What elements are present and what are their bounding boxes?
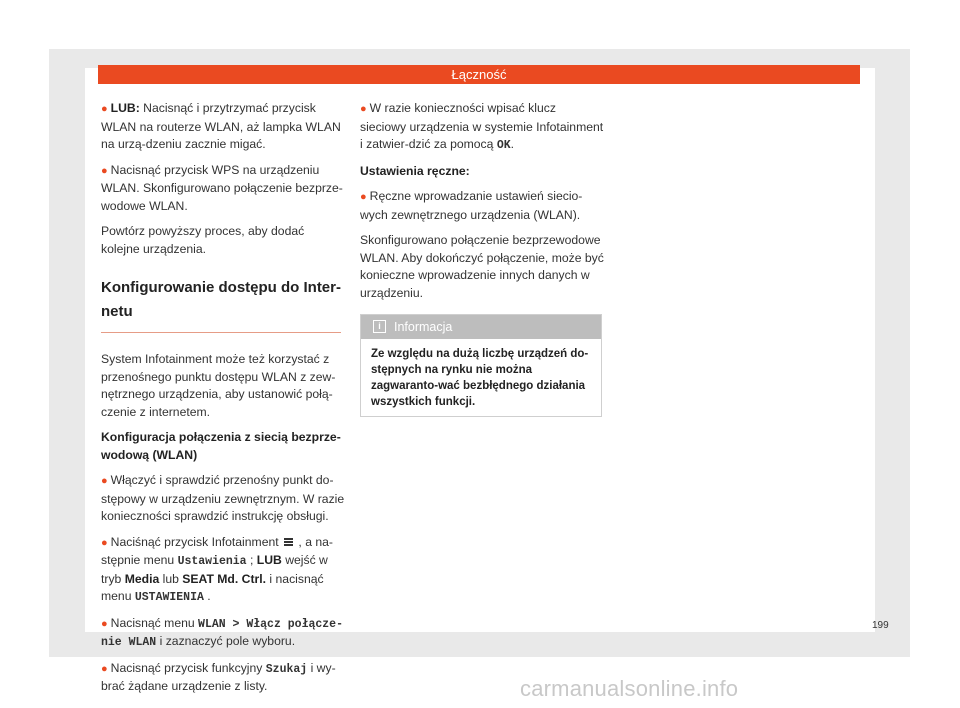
watermark: carmanualsonline.info: [520, 676, 739, 701]
bullet-network-key: ● W razie konieczności wpisać klucz sieciowy urządzenia w systemie Infotainment i zatwier-dzić za pomocą OK.: [360, 101, 604, 152]
bullet-lub: ● LUB: Nacisnąć i przytrzymać przycisk WLAN na routerze WLAN, aż lampka WLAN na urzą-dzeniu zacznie migać.: [101, 101, 341, 151]
page-number: 199: [872, 620, 889, 631]
bullet-enable-hotspot: ● Włączyć i sprawdzić przenośny punkt do-stępowy w urządzeniu zewnętrznym. W razie konieczności sprawdzić instrukcję obsługi.: [101, 473, 345, 523]
bullet-icon: ●: [360, 103, 367, 115]
bullet-icon: ●: [101, 536, 108, 549]
info-box-body: Ze względu na dużą liczbę urządzeń do-stępnych na rynku nie można zagwaranto-wać bezbłędnego działania wszystkich funkcji.: [371, 348, 589, 408]
info-box: [360, 314, 602, 417]
bullet-icon: ●: [101, 662, 108, 675]
menu-icon: [284, 538, 293, 546]
right-column: [360, 100, 605, 417]
bullet-infotainment: ● Naciśnąć przycisk Infotainment , a na-stępnie menu Ustawienia ; LUB wejść w tryb Media lub SEAT Md. Ctrl. i nacisnąć menu USTAWIENIA .: [101, 534, 333, 604]
bullet-icon: ●: [101, 475, 108, 487]
bullet-icon: ●: [101, 617, 108, 630]
info-box-header: [361, 315, 601, 339]
subheading-manual: Ustawienia ręczne:: [360, 163, 470, 178]
left-column: [101, 100, 345, 704]
section-heading: Konfigurowanie dostępu do Inter-netu: [101, 276, 341, 333]
bullet-icon: ●: [101, 103, 108, 115]
paragraph-repeat: Powtórz powyższy proces, aby dodać kolejne urządzenia.: [101, 224, 305, 256]
bullet-wps: ● Nacisnąć przycisk WPS na urządzeniu WLAN. Skonfigurowano połączenie bezprze-wodowe WLAN.: [101, 162, 343, 213]
bullet-wlan-menu: ● Nacisnąć menu WLAN > Włącz połącze-nie WLAN i zaznaczyć pole wyboru.: [101, 615, 343, 649]
paragraph-intro: System Infotainment może też korzystać z przenośnego punktu dostępu WLAN z zew-nętrznego urządzenia, aby ustanowić połą-czenie z internetem.: [101, 352, 336, 419]
bullet-icon: ●: [360, 191, 367, 203]
paragraph-configured: Skonfigurowano połączenie bezprzewodowe WLAN. Aby dokończyć połączenie, może być konieczne wprowadzenie innych danych w urządzeniu.: [360, 233, 604, 300]
bullet-search: ● Nacisnąć przycisk funkcyjny Szukaj i wy-brać żądane urządzenie z listy.: [101, 660, 336, 693]
chapter-header: Łączność: [98, 65, 860, 84]
bullet-manual-settings: ● Ręczne wprowadzanie ustawień siecio-wych zewnętrznego urządzenia (WLAN).: [360, 189, 583, 222]
bullet-icon: ●: [101, 164, 108, 177]
subheading-wlan: Konfiguracja połączenia z siecią bezprze-wodową (WLAN): [101, 430, 341, 462]
info-box-title: Informacja: [394, 320, 453, 334]
info-icon: i: [373, 320, 386, 333]
